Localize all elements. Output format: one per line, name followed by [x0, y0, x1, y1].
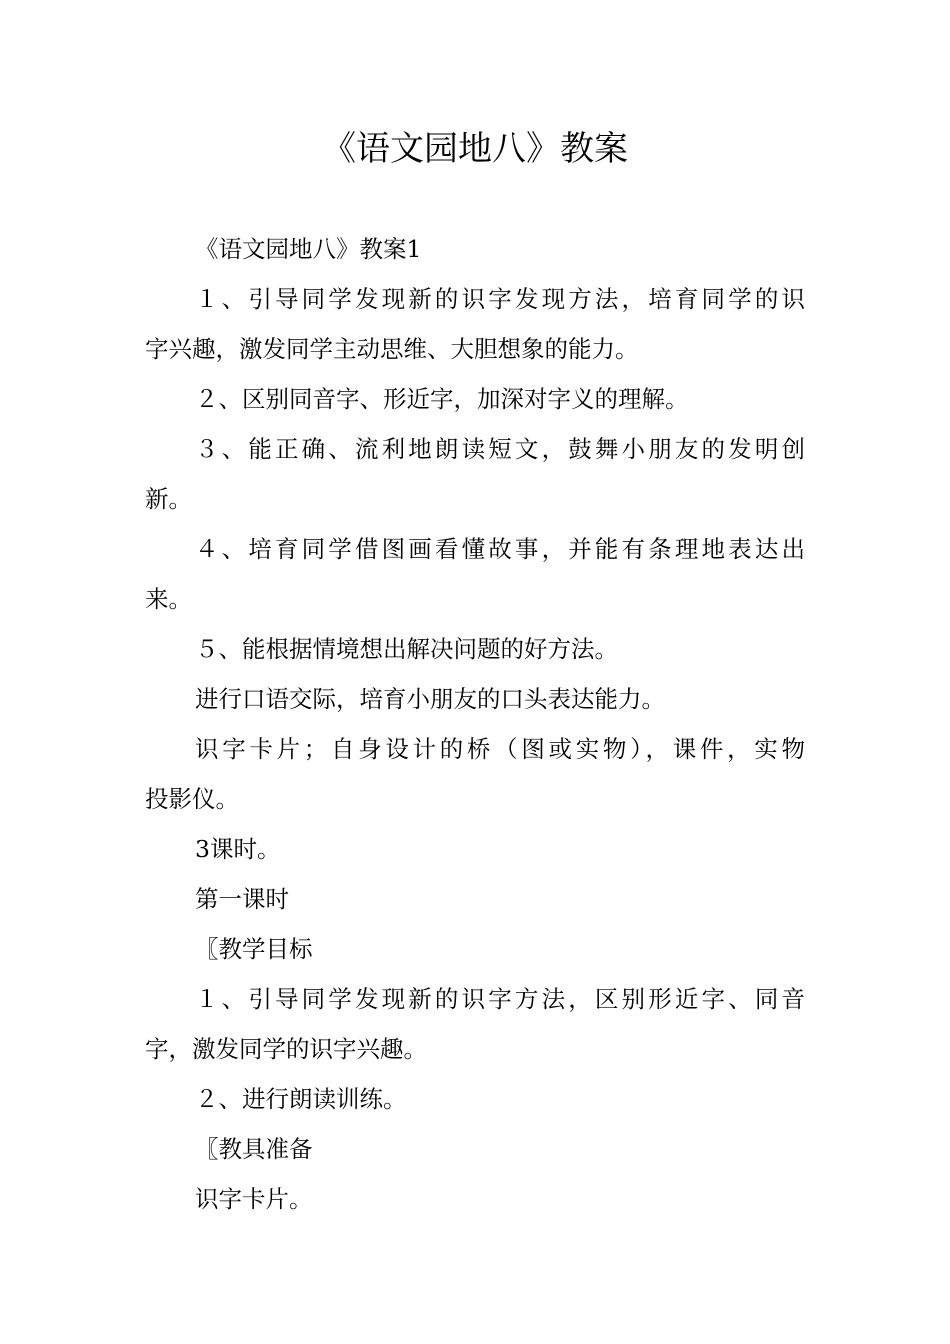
objective-3-line-1: ３、能正确、流利地朗读短文，鼓舞小朋友的发明创	[195, 435, 805, 463]
page-title: 《语文园地八》教案	[322, 129, 628, 169]
objective-3-line-2: 新。	[145, 485, 192, 513]
teaching-aids-item: 识字卡片。	[195, 1185, 313, 1213]
first-lesson-heading: 第一课时	[195, 885, 289, 913]
objective-4-line-2: 来。	[145, 585, 192, 613]
objective-2: ２、区别同音字、形近字，加深对字义的理解。	[195, 385, 689, 413]
class-hours: 3课时。	[195, 835, 281, 863]
materials-line-1: 识字卡片；自身设计的桥（图或实物），课件，实物	[195, 735, 805, 763]
lesson-objective-2: ２、进行朗读训练。	[195, 1085, 407, 1113]
teaching-objectives-heading: 〖教学目标	[195, 935, 313, 963]
objective-4-line-1: ４、培育同学借图画看懂故事，并能有条理地表达出	[195, 535, 805, 563]
teaching-aids-heading: 〖教具准备	[195, 1135, 313, 1163]
oral-communication-line: 进行口语交际，培育小朋友的口头表达能力。	[195, 685, 665, 713]
lesson-objective-1-line-1: １、引导同学发现新的识字方法，区别形近字、同音	[195, 985, 805, 1013]
lesson-objective-1-line-2: 字，激发同学的识字兴趣。	[145, 1035, 427, 1063]
objective-1-line-2: 字兴趣，激发同学主动思维、大胆想象的能力。	[145, 335, 639, 363]
lesson-plan-heading: 《语文园地八》教案1	[195, 235, 422, 263]
objective-5: ５、能根据情境想出解决问题的好方法。	[195, 635, 618, 663]
materials-line-2: 投影仪。	[145, 785, 239, 813]
objective-1-line-1: １、引导同学发现新的识字发现方法，培育同学的识	[195, 285, 805, 313]
